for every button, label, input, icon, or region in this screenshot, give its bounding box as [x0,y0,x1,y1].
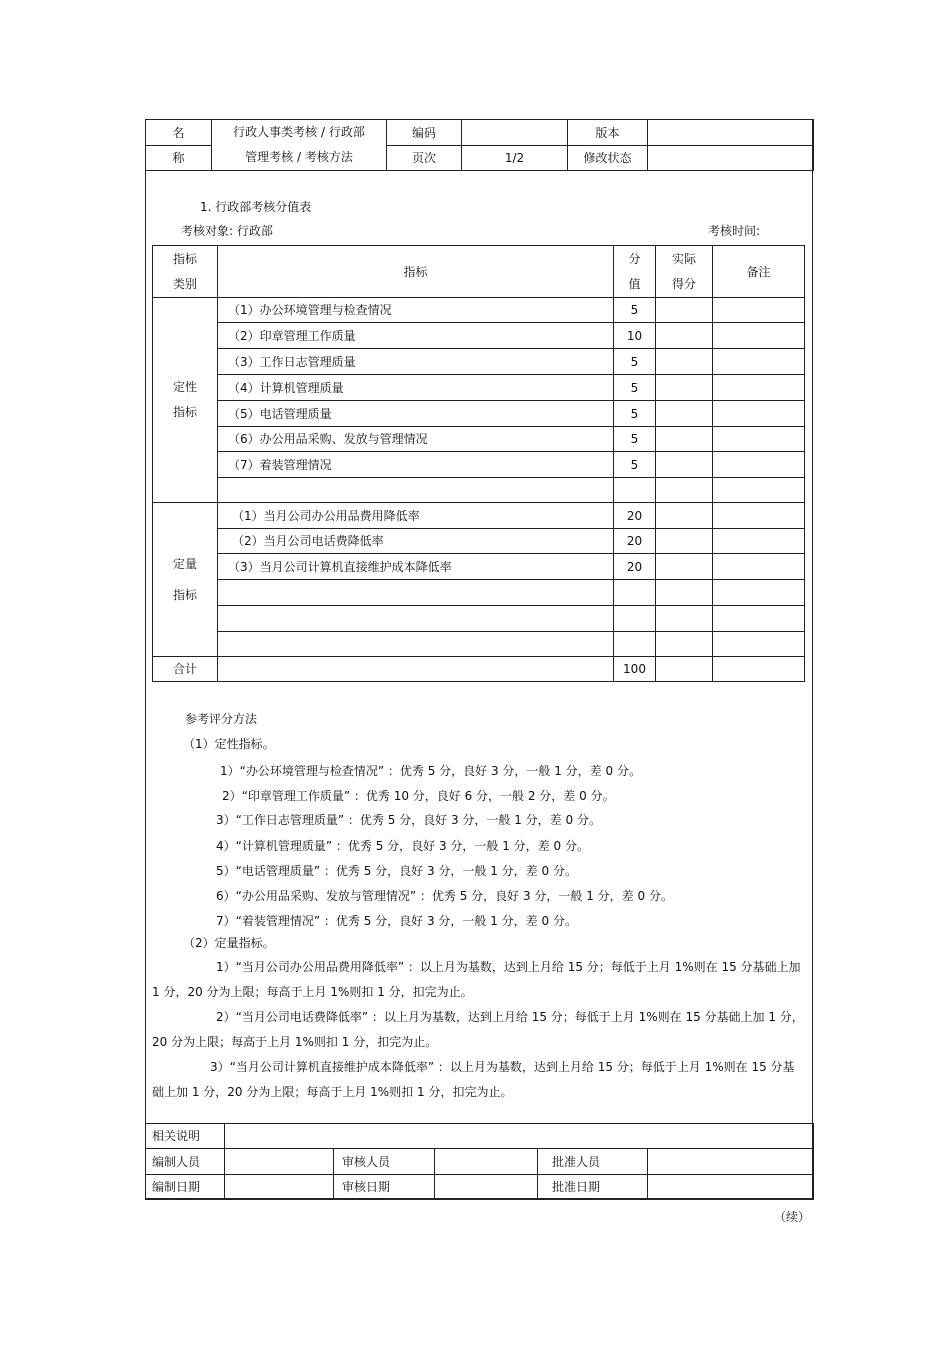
indicator-name [218,478,614,503]
actual-score-cell [656,580,713,606]
indicator-score [614,580,656,606]
page-label: 页次 [387,146,462,171]
approve-date-value [648,1175,814,1200]
qualitative-method-item: 6）“办公用品采购、发放与管理情况” ：优秀 5 分，良好 3 分，一般 1 分，差 0 分。 [216,889,673,903]
remark-cell [713,503,805,529]
header-category-line-2: 类别 [172,276,197,291]
document-title [212,120,387,171]
qualitative-method-item: 5）“电话管理质量” ：优秀 5 分，良好 3 分，一般 1 分，差 0 分。 [216,864,577,878]
name-label-1: 名 [146,120,212,146]
actual-score-cell [656,632,713,657]
footer-table [145,1123,814,1200]
actual-score-cell [656,375,713,401]
actual-score-cell [656,298,713,323]
actual-score-cell [656,657,713,682]
quantitative-method-item: 3）“当月公司计算机直接维护成本降低率” ：以上月为基数，达到上月给 15 分；每低于上月 1%则在 15 分基础上加 1 分，20 分为上限；每高于上月 1%则扣 1 分，扣完为止。 [152,1060,795,1099]
qualitative-label-line-1: 定性 [172,380,197,394]
indicator-score: 5 [614,427,656,452]
related-notes-label: 相关说明 [146,1124,225,1149]
header-score-line-1: 分 [628,251,641,266]
header-actual-line-2: 得分 [671,276,696,291]
method-title: 参考评分方法 [185,712,258,726]
table-row [153,632,805,657]
indicator-score: 10 [614,323,656,349]
code-label: 编码 [387,120,462,146]
qualitative-method-item: 4）“计算机管理质量” ：优秀 5 分，良好 3 分，一般 1 分，差 0 分。 [216,839,589,853]
total-label: 合计 [153,657,218,682]
continued-mark: （续） [774,1210,811,1224]
reviewer-value [435,1149,538,1175]
remark-cell [713,529,805,554]
edit-date-value [225,1175,334,1200]
reviewer-label: 审核人员 [334,1149,435,1175]
actual-score-cell [656,554,713,580]
edit-date-label: 编制日期 [146,1175,225,1200]
indicator-name: （6）办公用品采购、发放与管理情况 [218,427,614,452]
actual-score-cell [656,401,713,427]
indicator-score [614,478,656,503]
indicator-name: （7）着装管理情况 [218,452,614,478]
indicator-name: （2）印章管理工作质量 [218,323,614,349]
header-actual [656,246,713,298]
indicator-name: （1）当月公司办公用品费用降低率 [218,503,614,529]
approve-date-label: 批准日期 [538,1175,648,1200]
indicator-score: 5 [614,401,656,427]
remark-cell [713,323,805,349]
page-value: 1/2 [462,146,568,171]
table-row [153,452,805,478]
header-table [145,119,814,171]
table-row [153,503,805,529]
table-row [153,478,805,503]
remark-cell [713,349,805,375]
actual-score-cell [656,529,713,554]
indicator-score [614,606,656,632]
related-notes-value [225,1124,814,1149]
actual-score-cell [656,606,713,632]
total-indicator-cell [218,657,614,682]
actual-score-cell [656,349,713,375]
qualitative-method-item: 7）“着装管理情况” ：优秀 5 分，良好 3 分，一般 1 分，差 0 分。 [216,914,577,928]
header-remark: 备注 [713,246,805,298]
quantitative-label [153,503,218,657]
remark-cell [713,554,805,580]
editor-label: 编制人员 [146,1149,225,1175]
qualitative-method-title: （1）定性指标。 [183,737,275,751]
table-row [153,323,805,349]
section-title: 1. 行政部考核分值表 [200,200,312,214]
editor-value [225,1149,334,1175]
indicator-score: 20 [614,503,656,529]
indicator-name: （2）当月公司电话费降低率 [218,529,614,554]
remark-cell [713,606,805,632]
header-indicator: 指标 [218,246,614,298]
indicator-score: 5 [614,375,656,401]
remark-cell [713,657,805,682]
remark-cell [713,632,805,657]
indicator-name: （4）计算机管理质量 [218,375,614,401]
review-date-value [435,1175,538,1200]
indicator-name: （3）当月公司计算机直接维护成本降低率 [218,554,614,580]
indicator-name [218,580,614,606]
total-score: 100 [614,657,656,682]
actual-score-cell [656,427,713,452]
title-line-2: 管理考核 / 考核方法 [245,150,353,164]
actual-score-cell [656,478,713,503]
table-row [153,554,805,580]
remark-cell [713,427,805,452]
indicator-score [614,632,656,657]
remark-cell [713,580,805,606]
actual-score-cell [656,323,713,349]
code-value [462,120,568,146]
title-line-1: 行政人事类考核 / 行政部 [233,125,365,139]
header-score [614,246,656,298]
header-category [153,246,218,298]
table-row [153,401,805,427]
approver-label: 批准人员 [538,1149,648,1175]
indicator-score: 5 [614,349,656,375]
approver-value [648,1149,814,1175]
actual-score-cell [656,452,713,478]
qualitative-method-item: 2）“印章管理工作质量” ：优秀 10 分，良好 6 分，一般 2 分，差 0 分。 [222,789,615,803]
table-row [153,606,805,632]
version-value [648,120,814,146]
remark-cell [713,298,805,323]
actual-score-cell [656,503,713,529]
assessment-target: 考核对象: 行政部 [181,224,273,238]
remark-cell [713,478,805,503]
remark-cell [713,375,805,401]
revision-label: 修改状态 [568,146,648,171]
remark-cell [713,401,805,427]
indicator-name: （3）工作日志管理质量 [218,349,614,375]
header-actual-line-1: 实际 [671,251,696,266]
header-score-line-2: 值 [628,276,641,291]
quantitative-method-item: 2）“当月公司电话费降低率” ：以上月为基数，达到上月给 15 分；每低于上月 1%则在 15 分基础上加 1 分，20 分为上限；每高于上月 1%则扣 1 分，扣完为止。 [152,1010,804,1049]
review-date-label: 审核日期 [334,1175,435,1200]
header-category-line-1: 指标 [172,251,197,266]
quantitative-method-item: 1）“当月公司办公用品费用降低率” ：以上月为基数，达到上月给 15 分；每低于上月 1%则在 15 分基础上加 1 分，20 分为上限；每高于上月 1%则扣 1 分，扣完为止。 [152,960,801,999]
score-table [152,245,805,682]
indicator-score: 5 [614,452,656,478]
qualitative-method-item: 3）“工作日志管理质量” ：优秀 5 分，良好 3 分，一般 1 分，差 0 分。 [216,813,601,827]
qualitative-label [153,298,218,503]
table-row [153,529,805,554]
table-row [153,349,805,375]
indicator-score: 20 [614,554,656,580]
qualitative-label-line-2: 指标 [172,405,197,419]
qualitative-method-item: 1）“办公环境管理与检查情况” ：优秀 5 分，良好 3 分，一般 1 分，差 0 分。 [220,764,641,778]
indicator-name [218,606,614,632]
revision-value [648,146,814,171]
assessment-time-label: 考核时间: [708,224,761,238]
indicator-score: 5 [614,298,656,323]
table-row [153,298,805,323]
indicator-name [218,632,614,657]
table-row [153,580,805,606]
quantitative-label-line-1: 定量 [172,556,197,571]
indicator-name: （1）办公环境管理与检查情况 [218,298,614,323]
quantitative-label-line-2: 指标 [172,587,197,602]
indicator-name: （5）电话管理质量 [218,401,614,427]
table-row [153,427,805,452]
remark-cell [713,452,805,478]
version-label: 版本 [568,120,648,146]
indicator-score: 20 [614,529,656,554]
total-row [153,657,805,682]
quantitative-method-title: （2）定量指标。 [183,936,275,950]
name-label-2: 称 [146,146,212,171]
table-row [153,375,805,401]
